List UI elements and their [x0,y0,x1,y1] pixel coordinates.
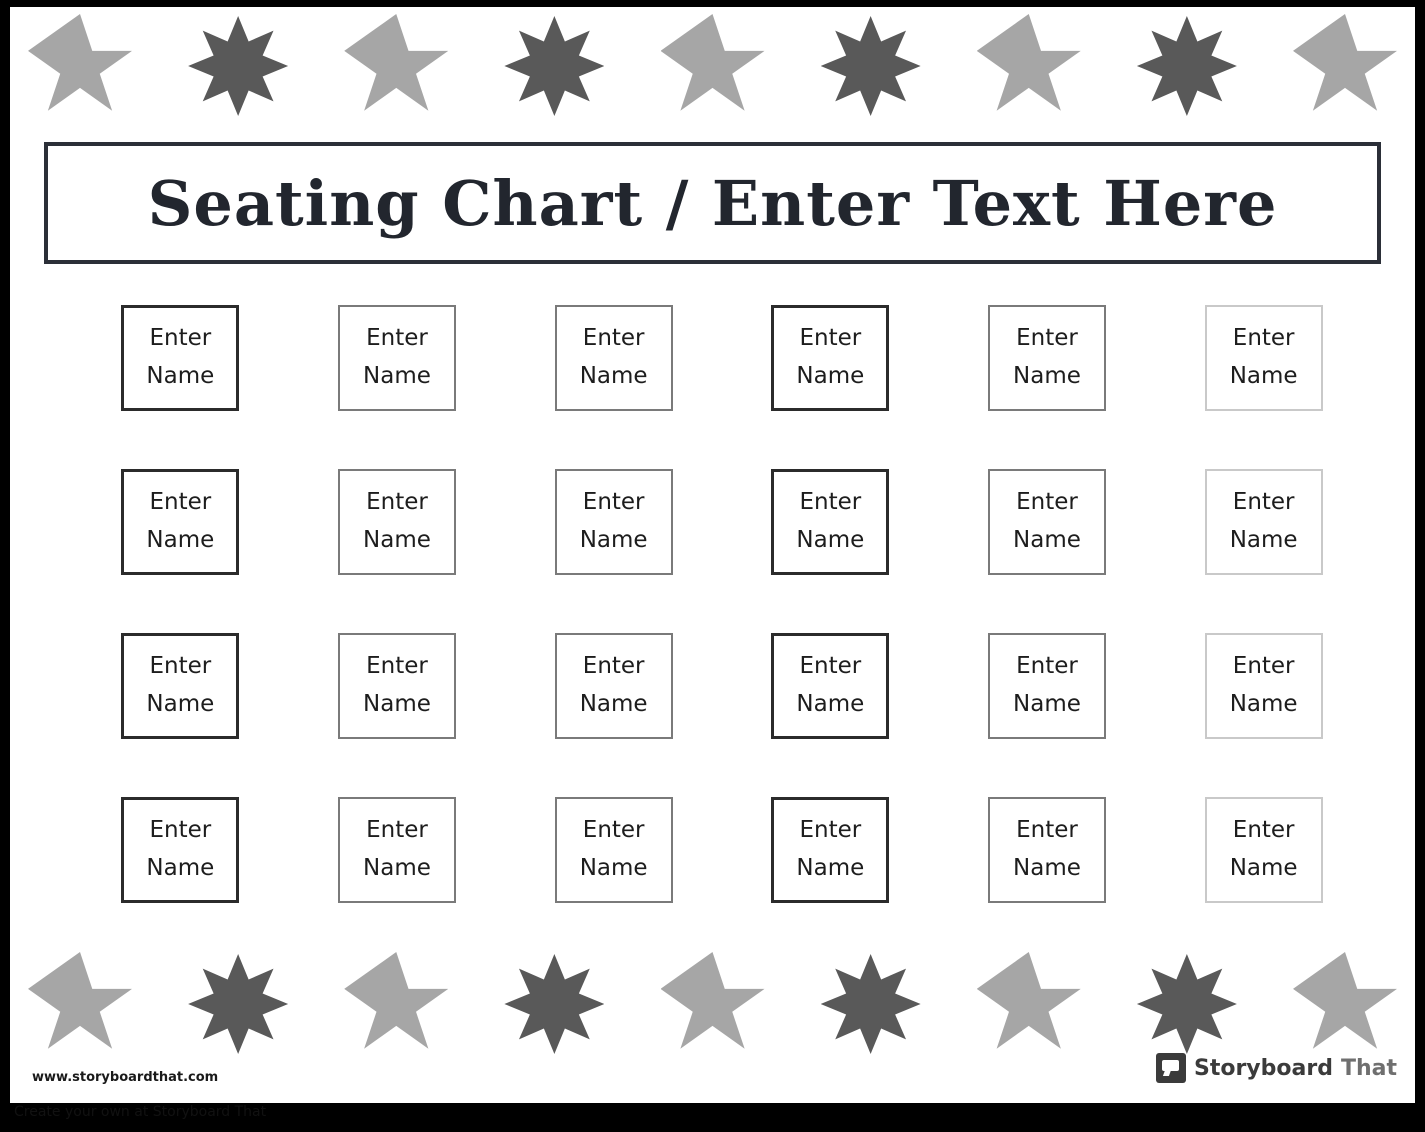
decorative-star-row-top [10,7,1415,125]
seat-label-line-2: Name [1229,527,1298,553]
seat-box[interactable] [771,797,889,903]
seat-label-line-1: Enter [366,325,428,352]
title-box[interactable] [44,142,1381,264]
star-8-point-icon [821,16,921,116]
seat-label-line-2: Name [796,691,865,717]
star-5-point-icon [28,14,132,118]
seat-box[interactable] [988,469,1106,575]
seat-box[interactable] [1205,633,1323,739]
seat-box[interactable] [555,469,673,575]
seat-label-line-1: Enter [1232,653,1295,680]
seat-label-line-1: Enter [366,653,428,680]
seat-box[interactable] [555,633,673,739]
seat-box[interactable] [338,633,456,739]
seat-label-line-1: Enter [149,325,212,352]
star-5-point-icon [977,952,1081,1056]
seat-label-line-2: Name [363,855,431,881]
seat-label-line-1: Enter [582,817,645,844]
seat-label-line-2: Name [1229,691,1298,717]
seat-label-line-1: Enter [1232,817,1295,844]
star-5-point-icon [661,952,765,1056]
seat-label-line-2: Name [796,363,865,389]
seat-box[interactable] [1205,797,1323,903]
seat-label-line-2: Name [796,527,865,553]
seat-label-line-2: Name [579,527,648,553]
seat-box[interactable] [1205,305,1323,411]
star-8-point-icon [504,954,604,1054]
seat-label-line-2: Name [579,691,648,717]
seat-box[interactable] [121,305,239,411]
star-8-point-icon [821,954,921,1054]
seat-label-line-2: Name [579,855,648,881]
seat-label-line-1: Enter [799,653,862,680]
seat-box[interactable] [121,797,239,903]
seat-label-line-1: Enter [1232,325,1295,352]
decorative-star-row-bottom [10,945,1415,1063]
bottom-strip [0,1103,1425,1132]
star-8-point-icon [188,16,288,116]
seat-label-line-1: Enter [799,489,862,516]
seat-label-line-1: Enter [149,653,212,680]
seat-label-line-2: Name [579,363,648,389]
seat-label-line-2: Name [1013,527,1081,553]
page-title: Seating Chart / Enter Text Here [147,166,1278,240]
seat-label-line-1: Enter [799,325,862,352]
speech-bubble-icon [1156,1053,1186,1083]
seat-label-line-1: Enter [1016,325,1078,352]
star-8-point-icon [1137,16,1237,116]
seat-label-line-1: Enter [149,817,212,844]
seat-label-line-1: Enter [366,817,428,844]
seat-label-line-1: Enter [149,489,212,516]
bottom-strip-text: Create your own at Storyboard That [14,1104,267,1120]
star-5-point-icon [344,14,448,118]
seat-box[interactable] [988,797,1106,903]
seat-box[interactable] [338,469,456,575]
star-5-point-icon [1293,14,1397,118]
star-5-point-icon [1293,952,1397,1056]
star-5-point-icon [661,14,765,118]
star-8-point-icon [504,16,604,116]
seat-label-line-2: Name [1013,691,1081,717]
seat-box[interactable] [771,633,889,739]
seat-label-line-2: Name [146,527,215,553]
seat-label-line-2: Name [363,691,431,717]
seat-box[interactable] [988,305,1106,411]
seating-chart-sheet [10,7,1415,1103]
star-5-point-icon [977,14,1081,118]
seat-label-line-1: Enter [1232,489,1295,516]
seat-label-line-1: Enter [1016,653,1078,680]
seat-label-line-2: Name [146,691,215,717]
seat-box[interactable] [555,797,673,903]
seat-box[interactable] [771,305,889,411]
seat-label-line-1: Enter [799,817,862,844]
brand-name-part-2: That [1340,1055,1397,1081]
seat-label-line-2: Name [796,855,865,881]
brand-name-part-1: Storyboard [1193,1055,1333,1081]
seat-label-line-2: Name [1229,855,1298,881]
seat-label-line-1: Enter [366,489,428,516]
seat-label-line-1: Enter [582,325,645,352]
seat-box[interactable] [121,633,239,739]
seat-label-line-2: Name [1013,363,1081,389]
footer-website-url[interactable]: www.storyboardthat.com [32,1070,219,1085]
star-8-point-icon [1137,954,1237,1054]
seat-label-line-1: Enter [582,489,645,516]
star-8-point-icon [188,954,288,1054]
seat-label-line-2: Name [146,363,215,389]
seat-box[interactable] [771,469,889,575]
seat-label-line-2: Name [146,855,215,881]
seat-label-line-2: Name [363,527,431,553]
seat-box[interactable] [555,305,673,411]
seat-label-line-1: Enter [1016,817,1078,844]
star-5-point-icon [28,952,132,1056]
seat-box[interactable] [338,797,456,903]
seat-box[interactable] [988,633,1106,739]
seat-grid [72,305,1372,961]
brand-logo[interactable] [1156,1053,1397,1083]
seat-box[interactable] [338,305,456,411]
seat-label-line-2: Name [1229,363,1298,389]
seat-label-line-1: Enter [582,653,645,680]
seat-box[interactable] [121,469,239,575]
seat-label-line-1: Enter [1016,489,1078,516]
seat-label-line-2: Name [1013,855,1081,881]
star-5-point-icon [344,952,448,1056]
seat-label-line-2: Name [363,363,431,389]
seat-box[interactable] [1205,469,1323,575]
